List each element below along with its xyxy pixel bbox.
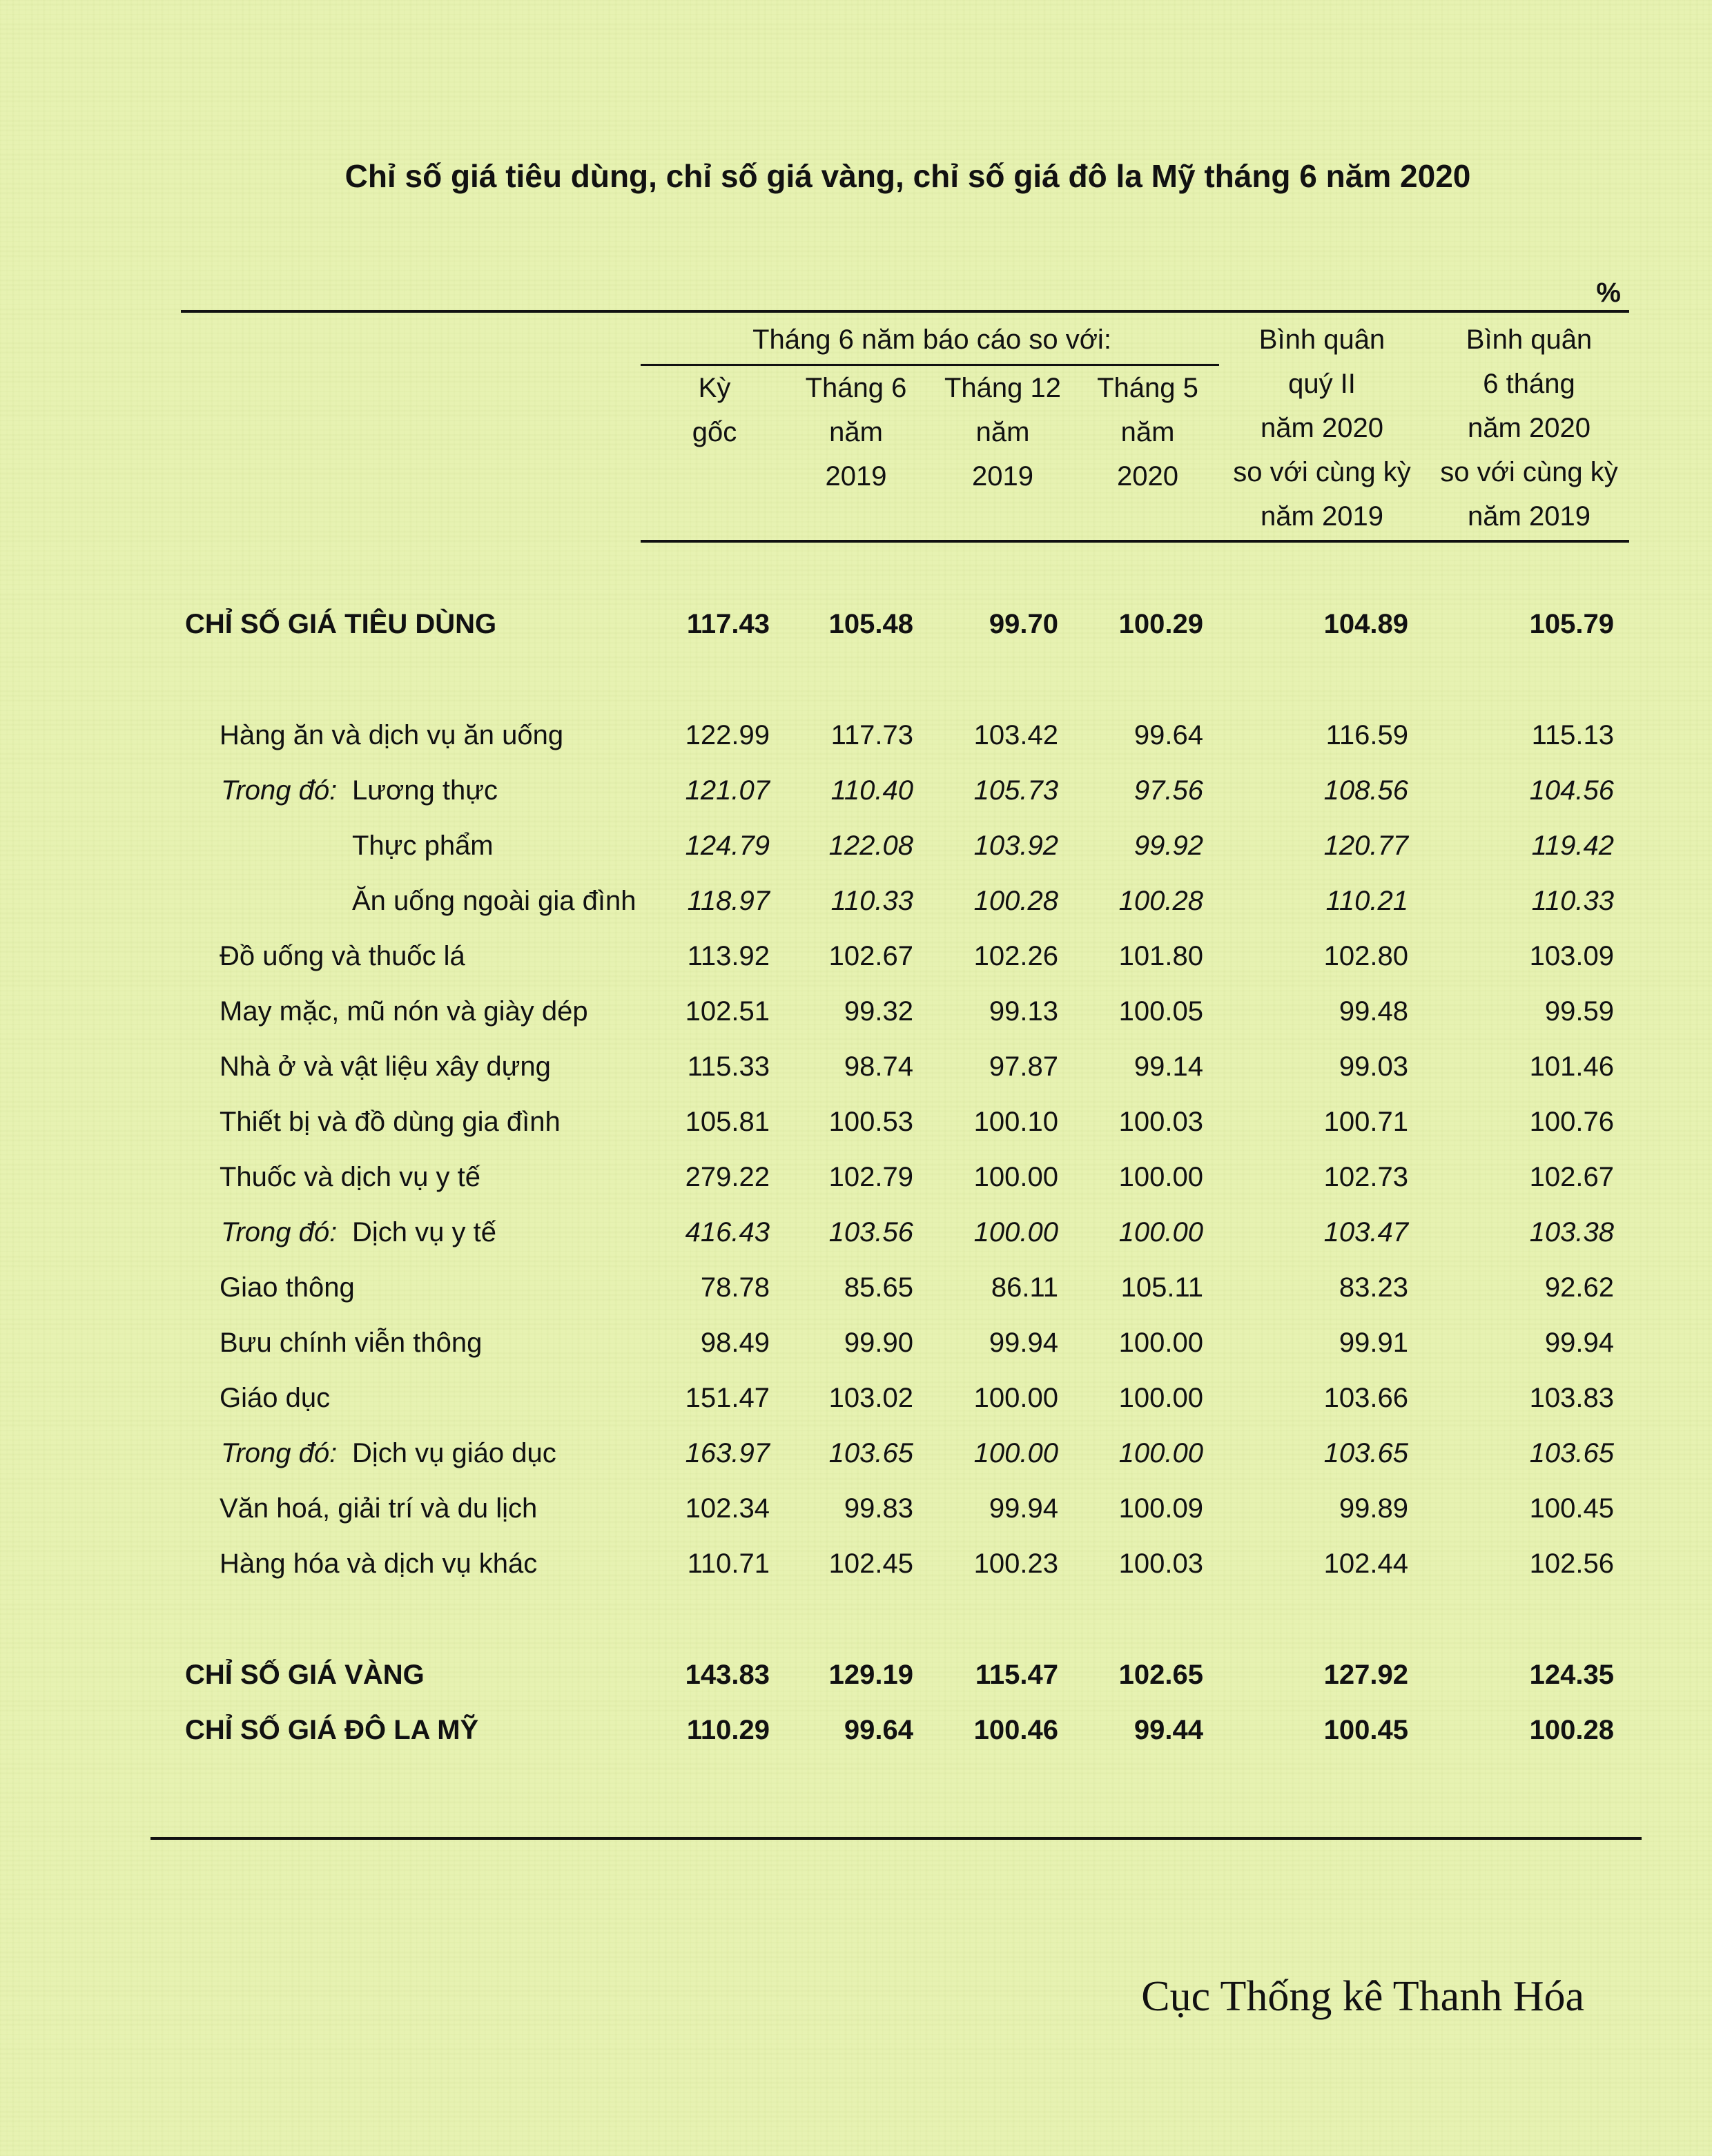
row-value-col-5: 103.47 xyxy=(1323,1217,1408,1247)
table-row xyxy=(0,1708,1712,1752)
row-value-col-2: 122.08 xyxy=(828,831,913,861)
row-value-col-5: 83.23 xyxy=(1339,1272,1408,1303)
row-value-col-6: 100.76 xyxy=(1529,1107,1614,1137)
row-label: Ăn uống ngoài gia đình xyxy=(352,886,636,916)
row-value-col-3: 103.42 xyxy=(973,720,1058,750)
table-row xyxy=(0,1265,1712,1310)
row-value-col-1: 115.33 xyxy=(687,1051,770,1082)
row-value-col-4: 99.64 xyxy=(1134,720,1203,750)
row-value-col-5: 110.21 xyxy=(1325,886,1408,916)
table-row xyxy=(0,989,1712,1033)
row-value-col-3: 99.94 xyxy=(989,1493,1058,1524)
row-value-col-2: 99.83 xyxy=(844,1493,913,1524)
row-value-col-6: 103.83 xyxy=(1529,1383,1614,1413)
row-value-col-5: 127.92 xyxy=(1323,1660,1408,1690)
row-value-col-2: 85.65 xyxy=(844,1272,913,1303)
row-value-col-4: 100.00 xyxy=(1118,1328,1203,1358)
column-header-base: Kỳ gốc xyxy=(692,373,737,447)
table-row xyxy=(0,1155,1712,1199)
row-value-col-6: 110.33 xyxy=(1531,886,1614,916)
row-value-col-2: 110.33 xyxy=(830,886,913,916)
row-value-col-5: 116.59 xyxy=(1325,720,1408,750)
row-value-col-1: 279.22 xyxy=(685,1162,770,1192)
table-row xyxy=(0,824,1712,868)
row-value-col-3: 86.11 xyxy=(991,1272,1058,1303)
row-value-col-3: 115.47 xyxy=(975,1660,1058,1690)
table-row xyxy=(0,713,1712,757)
row-value-col-1: 110.71 xyxy=(687,1548,770,1579)
row-value-col-1: 102.51 xyxy=(685,996,770,1027)
table-row xyxy=(0,768,1712,813)
row-value-col-3: 100.10 xyxy=(973,1107,1058,1137)
unit-label: % xyxy=(1596,278,1621,308)
row-value-col-2: 102.79 xyxy=(828,1162,913,1192)
footer-rule xyxy=(150,1837,1642,1840)
row-value-col-3: 105.73 xyxy=(973,775,1058,806)
row-value-col-1: 78.78 xyxy=(700,1272,770,1303)
row-value-col-4: 100.29 xyxy=(1118,609,1203,639)
row-value-col-3: 100.46 xyxy=(973,1715,1058,1745)
row-label: CHỈ SỐ GIÁ ĐÔ LA MỸ xyxy=(185,1715,479,1745)
row-label: Dịch vụ giáo dục xyxy=(352,1438,556,1468)
row-value-col-5: 99.48 xyxy=(1339,996,1408,1027)
row-value-col-5: 120.77 xyxy=(1323,831,1408,861)
row-value-col-2: 110.40 xyxy=(830,775,913,806)
row-value-col-2: 99.32 xyxy=(844,996,913,1027)
row-value-col-6: 105.79 xyxy=(1529,609,1614,639)
row-value-col-3: 100.23 xyxy=(973,1548,1058,1579)
row-value-col-3: 100.00 xyxy=(973,1217,1058,1247)
row-value-col-2: 103.65 xyxy=(828,1438,913,1468)
row-value-col-1: 102.34 xyxy=(685,1493,770,1524)
row-value-col-4: 101.80 xyxy=(1118,941,1203,971)
row-value-col-6: 102.67 xyxy=(1529,1162,1614,1192)
row-value-col-5: 102.73 xyxy=(1323,1162,1408,1192)
row-value-col-2: 102.67 xyxy=(828,941,913,971)
row-value-col-5: 103.66 xyxy=(1323,1383,1408,1413)
row-value-col-5: 108.56 xyxy=(1323,775,1408,806)
column-header-6month-avg: Bình quân 6 tháng năm 2020 so với cùng kỳ năm 2019 xyxy=(1440,324,1618,532)
row-label: Dịch vụ y tế xyxy=(352,1217,496,1247)
row-value-col-1: 110.29 xyxy=(686,1715,770,1745)
row-label: Đồ uống và thuốc lá xyxy=(220,941,465,971)
row-value-col-4: 97.56 xyxy=(1134,775,1203,806)
row-value-col-5: 99.91 xyxy=(1339,1328,1408,1358)
table-row xyxy=(0,1100,1712,1144)
row-value-col-3: 99.94 xyxy=(989,1328,1058,1358)
row-value-col-4: 99.14 xyxy=(1134,1051,1203,1082)
row-value-col-5: 100.45 xyxy=(1323,1715,1408,1745)
row-value-col-2: 99.90 xyxy=(844,1328,913,1358)
row-value-col-4: 100.05 xyxy=(1118,996,1203,1027)
footer-agency: Cục Thống kê Thanh Hóa xyxy=(1141,1973,1584,2020)
row-value-col-6: 103.38 xyxy=(1529,1217,1614,1247)
row-value-col-1: 124.79 xyxy=(685,831,770,861)
row-value-col-2: 100.53 xyxy=(828,1107,913,1137)
column-header-dec-2019: Tháng 12 năm 2019 xyxy=(944,373,1062,492)
row-value-col-3: 99.70 xyxy=(989,609,1058,639)
row-value-col-5: 103.65 xyxy=(1323,1438,1408,1468)
row-value-col-4: 100.03 xyxy=(1118,1548,1203,1579)
row-value-col-4: 100.09 xyxy=(1118,1493,1203,1524)
row-value-col-4: 99.92 xyxy=(1134,831,1203,861)
row-value-col-6: 92.62 xyxy=(1544,1272,1614,1303)
row-label: Giao thông xyxy=(220,1272,355,1303)
row-value-col-4: 105.11 xyxy=(1120,1272,1203,1303)
row-value-col-5: 102.44 xyxy=(1323,1548,1408,1579)
row-value-col-3: 100.28 xyxy=(973,886,1058,916)
row-label: Bưu chính viễn thông xyxy=(220,1328,483,1358)
row-value-col-4: 102.65 xyxy=(1118,1660,1203,1690)
row-value-col-4: 100.00 xyxy=(1118,1217,1203,1247)
row-value-col-6: 100.28 xyxy=(1529,1715,1614,1745)
table-row xyxy=(0,879,1712,923)
row-value-col-4: 100.00 xyxy=(1118,1438,1203,1468)
row-value-col-2: 99.64 xyxy=(844,1715,913,1745)
row-value-col-1: 98.49 xyxy=(700,1328,770,1358)
row-value-col-2: 103.02 xyxy=(828,1383,913,1413)
row-value-col-6: 101.46 xyxy=(1529,1051,1614,1082)
row-value-col-4: 100.00 xyxy=(1118,1383,1203,1413)
row-value-col-4: 99.44 xyxy=(1134,1715,1203,1745)
row-prefix: Trong đó: xyxy=(221,1217,338,1247)
row-label: Giáo dục xyxy=(220,1383,331,1413)
row-value-col-2: 102.45 xyxy=(828,1548,913,1579)
row-value-col-3: 102.26 xyxy=(973,941,1058,971)
row-value-col-1: 118.97 xyxy=(687,886,770,916)
row-value-col-6: 104.56 xyxy=(1529,775,1614,806)
row-value-col-3: 99.13 xyxy=(989,996,1058,1027)
group-header: Tháng 6 năm báo cáo so với: xyxy=(752,324,1111,355)
row-value-col-2: 129.19 xyxy=(828,1660,913,1690)
row-value-col-6: 100.45 xyxy=(1529,1493,1614,1524)
row-value-col-1: 122.99 xyxy=(685,720,770,750)
row-value-col-6: 119.42 xyxy=(1531,831,1614,861)
row-value-col-3: 100.00 xyxy=(973,1438,1058,1468)
row-value-col-5: 104.89 xyxy=(1323,609,1408,639)
row-value-col-3: 103.92 xyxy=(973,831,1058,861)
row-label: Văn hoá, giải trí và du lịch xyxy=(220,1493,538,1524)
row-label: Lương thực xyxy=(352,775,498,806)
row-value-col-1: 105.81 xyxy=(685,1107,770,1137)
row-value-col-6: 115.13 xyxy=(1531,720,1614,750)
row-value-col-2: 103.56 xyxy=(828,1217,913,1247)
table-row xyxy=(0,1045,1712,1089)
column-header-june-2019: Tháng 6 năm 2019 xyxy=(805,373,907,492)
row-value-col-5: 99.03 xyxy=(1339,1051,1408,1082)
row-label: Hàng ăn và dịch vụ ăn uống xyxy=(220,720,564,750)
row-value-col-3: 97.87 xyxy=(989,1051,1058,1082)
row-value-col-3: 100.00 xyxy=(973,1162,1058,1192)
row-label: Thiết bị và đồ dùng gia đình xyxy=(220,1107,561,1137)
row-label: CHỈ SỐ GIÁ VÀNG xyxy=(185,1660,425,1690)
row-value-col-4: 100.03 xyxy=(1118,1107,1203,1137)
row-value-col-1: 143.83 xyxy=(685,1660,770,1690)
row-label: Hàng hóa và dịch vụ khác xyxy=(220,1548,538,1579)
row-value-col-4: 100.28 xyxy=(1118,886,1203,916)
row-value-col-1: 163.97 xyxy=(685,1438,770,1468)
row-value-col-6: 99.59 xyxy=(1544,996,1614,1027)
row-value-col-1: 117.43 xyxy=(686,609,770,639)
row-prefix: Trong đó: xyxy=(221,775,338,806)
row-value-col-4: 100.00 xyxy=(1118,1162,1203,1192)
column-header-may-2020: Tháng 5 năm 2020 xyxy=(1097,373,1198,492)
row-value-col-1: 113.92 xyxy=(687,941,770,971)
row-value-col-6: 102.56 xyxy=(1529,1548,1614,1579)
row-label: Thuốc và dịch vụ y tế xyxy=(220,1162,480,1192)
row-value-col-2: 117.73 xyxy=(830,720,913,750)
row-value-col-1: 121.07 xyxy=(685,775,770,806)
table-row xyxy=(0,1431,1712,1475)
page-title: Chỉ số giá tiêu dùng, chỉ số giá vàng, chỉ số giá đô la Mỹ tháng 6 năm 2020 xyxy=(344,158,1471,194)
row-label: Thực phẩm xyxy=(352,831,494,861)
row-label: Nhà ở và vật liệu xây dựng xyxy=(220,1051,551,1082)
table-row xyxy=(0,1210,1712,1254)
row-prefix: Trong đó: xyxy=(221,1438,338,1468)
row-label: May mặc, mũ nón và giày dép xyxy=(220,996,588,1027)
column-header-q2-avg: Bình quân quý II năm 2020 so với cùng kỳ năm 2019 xyxy=(1233,324,1411,532)
table-row xyxy=(0,1486,1712,1531)
row-value-col-5: 100.71 xyxy=(1323,1107,1408,1137)
table-row xyxy=(0,1321,1712,1365)
row-value-col-1: 416.43 xyxy=(685,1217,770,1247)
table-row xyxy=(0,1653,1712,1697)
table-row xyxy=(0,1376,1712,1420)
row-value-col-2: 98.74 xyxy=(844,1051,913,1082)
row-value-col-1: 151.47 xyxy=(685,1383,770,1413)
row-label: CHỈ SỐ GIÁ TIÊU DÙNG xyxy=(185,609,497,639)
row-value-col-6: 103.09 xyxy=(1529,941,1614,971)
row-value-col-5: 102.80 xyxy=(1323,941,1408,971)
row-value-col-6: 99.94 xyxy=(1544,1328,1614,1358)
row-value-col-5: 99.89 xyxy=(1339,1493,1408,1524)
table-row xyxy=(0,934,1712,978)
row-value-col-6: 103.65 xyxy=(1529,1438,1614,1468)
row-value-col-6: 124.35 xyxy=(1529,1660,1614,1690)
table-row xyxy=(0,1542,1712,1586)
table-row xyxy=(0,602,1712,646)
row-value-col-3: 100.00 xyxy=(973,1383,1058,1413)
row-value-col-2: 105.48 xyxy=(828,609,913,639)
